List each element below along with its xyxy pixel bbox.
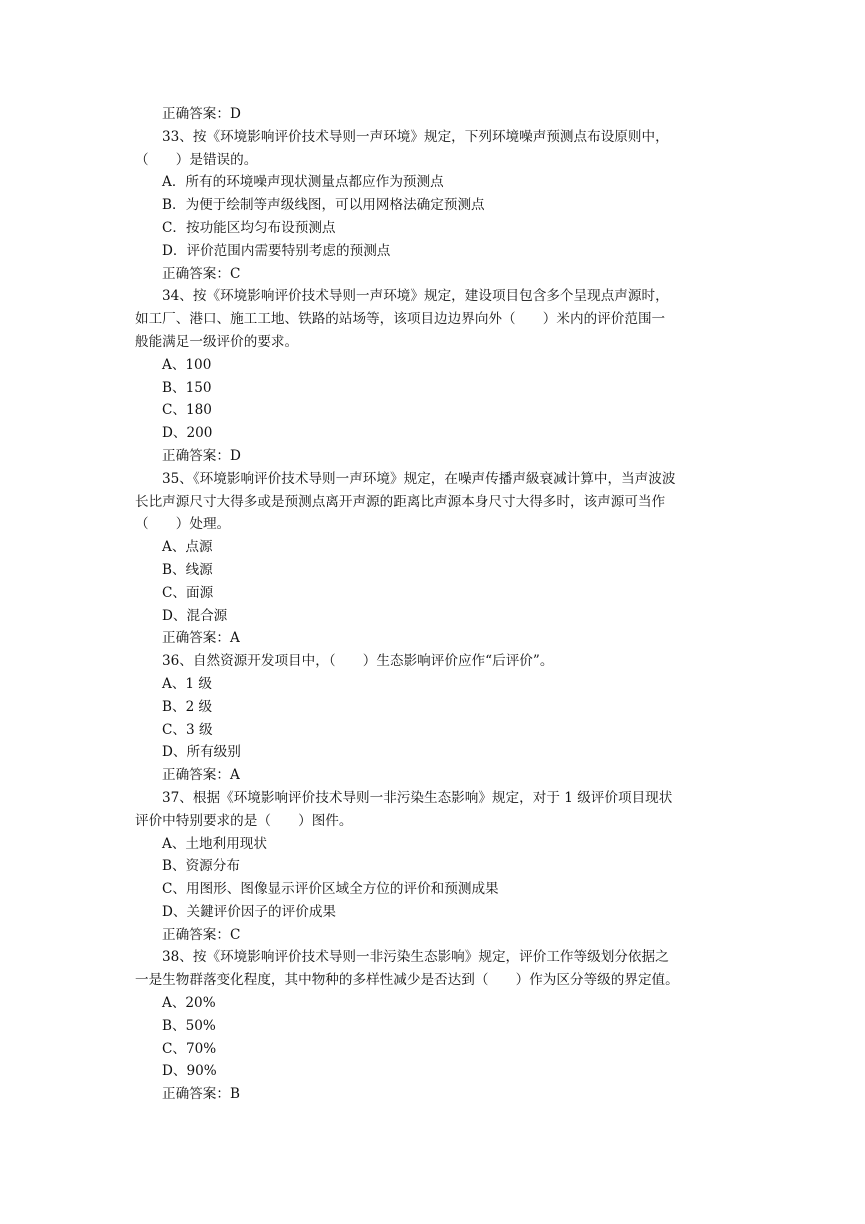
answer-line: 正确答案：C xyxy=(162,265,241,282)
option-d: D、关鍵评价因子的评价成果 xyxy=(162,903,337,920)
option-c: C、70% xyxy=(162,1040,217,1057)
option-d: D．评价范围内需要特别考虑的预测点 xyxy=(162,242,391,259)
option-d: D、混合源 xyxy=(162,607,228,624)
answer-line: 正确答案：A xyxy=(162,767,240,784)
answer-line: 正确答案：A xyxy=(162,630,240,647)
question-34-line-1: 34、按《环境影响评价技术导则一声环境》规定，建设项目包含多个呈现点声源时， xyxy=(162,288,669,305)
document-body xyxy=(135,103,735,1106)
question-34-line-3: 般能满足一级评价的要求。 xyxy=(135,333,299,350)
question-37-line-1: 37、根据《环境影响评价技术导则一非污染生态影响》规定，对于 1 级评价项目现状 xyxy=(162,789,673,806)
option-c: C、3 级 xyxy=(162,721,213,738)
option-b: B、150 xyxy=(162,379,212,396)
option-b: B．为便于绘制等声级线图，可以用网格法确定预测点 xyxy=(162,197,485,214)
option-b: B、50% xyxy=(162,1017,216,1034)
option-b: B、线源 xyxy=(162,561,213,578)
answer-line: 正确答案：B xyxy=(162,1086,240,1103)
question-35-line-1: 35、《环境影响评价技术导则一声环境》规定，在噪声传播声級衰减计算中，当声波波 xyxy=(162,470,676,487)
option-a: A．所有的环境噪声现状测量点都应作为预测点 xyxy=(162,174,444,191)
answer-line: 正确答案：C xyxy=(162,926,241,943)
question-37-line-2: 评价中特别要求的是（ ）图件。 xyxy=(135,812,353,829)
option-c: C、180 xyxy=(162,402,212,419)
question-33-line-2: （ ）是错误的。 xyxy=(135,151,258,168)
option-d: D、200 xyxy=(162,425,213,442)
answer-line: 正确答案：D xyxy=(162,106,241,122)
question-38-line-1: 38、按《环境影响评价技术导则一非污染生态影响》规定，评价工作等级划分依据之 xyxy=(162,949,669,966)
option-c: C、用图形、图像显示评价区域全方位的评价和预测成果 xyxy=(162,881,499,898)
option-a: A、100 xyxy=(162,356,212,373)
option-a: A、土地利用现状 xyxy=(162,835,267,852)
answer-line: 正确答案：D xyxy=(162,447,241,464)
option-a: A、20% xyxy=(162,995,216,1012)
question-35-line-3: （ ）处理。 xyxy=(135,516,231,533)
question-35-line-2: 长比声源尺寸大得多或是预测点离开声源的距离比声源本身尺寸大得多时，该声源可当作 xyxy=(135,493,666,510)
option-d: D、所有级别 xyxy=(162,744,241,761)
option-a: A、1 级 xyxy=(162,675,212,692)
question-38-line-2: 一是生物群落变化程度，其中物种的多样性减少是否达到（ ）作为区分等级的界定值。 xyxy=(135,972,679,989)
option-c: C．按功能区均匀布设预测点 xyxy=(162,219,336,236)
option-b: B、2 级 xyxy=(162,698,213,715)
option-a: A、点源 xyxy=(162,539,213,556)
option-c: C、面源 xyxy=(162,584,214,601)
question-33-line-1: 33、按《环境影响评价技术导则一声环境》规定，下列环境噪声预测点布设原则中， xyxy=(162,128,669,145)
option-d: D、90% xyxy=(162,1063,217,1080)
option-b: B、资源分布 xyxy=(162,858,240,875)
question-34-line-2: 如工厂、港口、施工工地、铁路的站场等，该项目边边界向外（ ）米内的评价范围一 xyxy=(135,311,666,328)
question-36-line-1: 36、自然资源开发项目中，（ ）生态影响评价应作“后评价”。 xyxy=(162,653,554,670)
